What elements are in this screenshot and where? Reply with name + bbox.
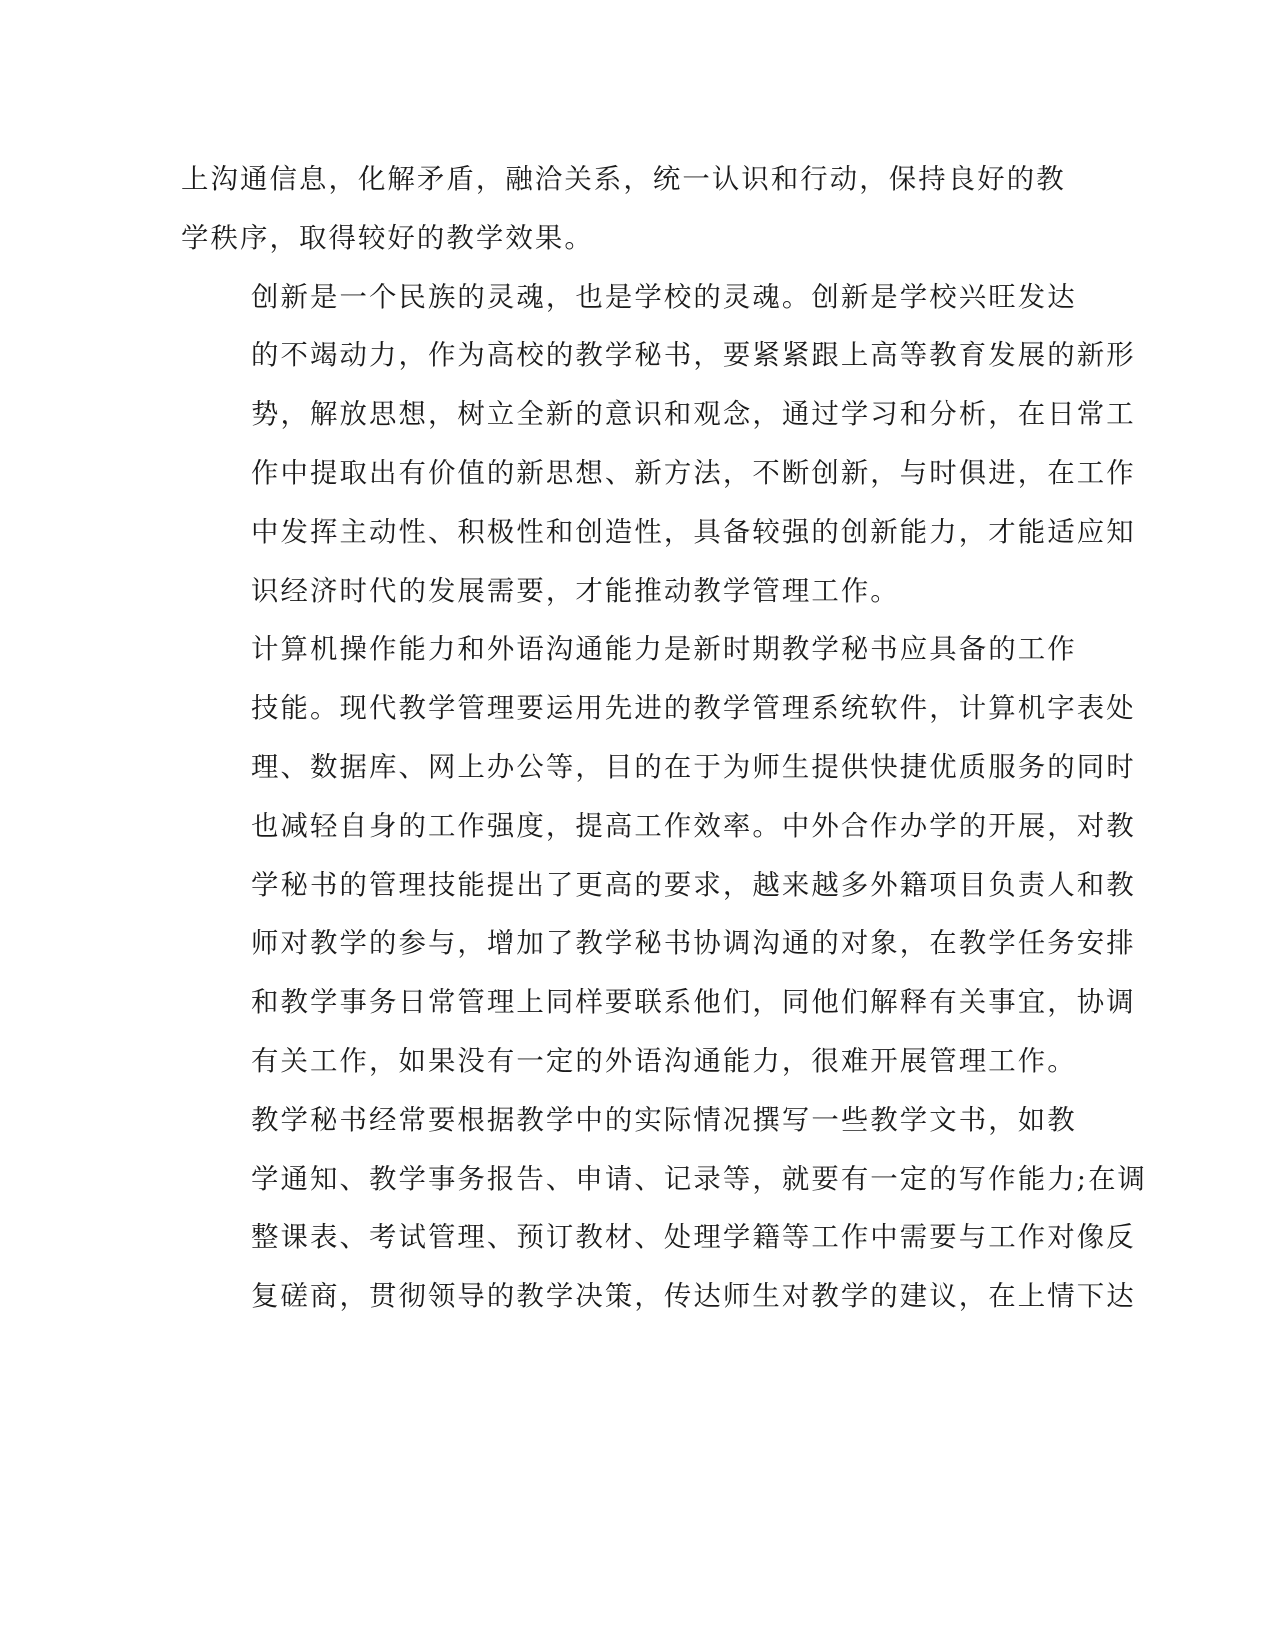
paragraph-line: 上沟通信息，化解矛盾，融洽关系，统一认识和行动，保持良好的教 [181, 164, 1066, 195]
paragraph-line: 和教学事务日常管理上同样要联系他们，同他们解释有关事宜，协调 [251, 987, 1136, 1019]
paragraph-2 [181, 269, 1136, 622]
paragraph-line: 计算机操作能力和外语沟通能力是新时期教学秘书应具备的工作 [251, 634, 1077, 666]
paragraph-line: 复磋商，贯彻领导的教学决策，传达师生对教学的建议，在上情下达 [251, 1281, 1136, 1313]
paragraph-line: 也减轻自身的工作强度，提高工作效率。中外合作办学的开展，对教 [251, 810, 1136, 842]
paragraph-line: 学秩序，取得较好的教学效果。 [181, 222, 594, 254]
paragraph-line: 识经济时代的发展需要，才能推动教学管理工作。 [251, 575, 900, 607]
paragraph-line: 理、数据库、网上办公等，目的在于为师生提供快捷优质服务的同时 [251, 751, 1136, 783]
paragraph-line: 势，解放思想，树立全新的意识和观念，通过学习和分析，在日常工 [251, 399, 1136, 431]
paragraph-line: 中发挥主动性、积极性和创造性，具备较强的创新能力，才能适应知 [251, 516, 1136, 548]
paragraph-line: 作中提取出有价值的新思想、新方法，不断创新，与时俱进，在工作 [251, 457, 1136, 489]
document-body [181, 151, 1148, 1327]
paragraph-line: 学通知、教学事务报告、申请、记录等，就要有一定的写作能力;在调 [251, 1163, 1148, 1195]
paragraph-line: 师对教学的参与，增加了教学秘书协调沟通的对象，在教学任务安排 [251, 928, 1136, 960]
paragraph-1 [181, 151, 1066, 269]
paragraph-4 [181, 1092, 1148, 1327]
paragraph-line: 创新是一个民族的灵魂，也是学校的灵魂。创新是学校兴旺发达 [251, 281, 1077, 313]
paragraph-line: 的不竭动力，作为高校的教学秘书，要紧紧跟上高等教育发展的新形 [251, 340, 1136, 372]
paragraph-3 [181, 621, 1136, 1091]
paragraph-line: 学秘书的管理技能提出了更高的要求，越来越多外籍项目负责人和教 [251, 869, 1136, 901]
paragraph-line: 教学秘书经常要根据教学中的实际情况撰写一些教学文书，如教 [251, 1104, 1077, 1136]
paragraph-line: 整课表、考试管理、预订教材、处理学籍等工作中需要与工作对像反 [251, 1222, 1136, 1254]
paragraph-line: 有关工作，如果没有一定的外语沟通能力，很难开展管理工作。 [251, 1045, 1077, 1077]
paragraph-line: 技能。现代教学管理要运用先进的教学管理系统软件，计算机字表处 [251, 693, 1136, 725]
